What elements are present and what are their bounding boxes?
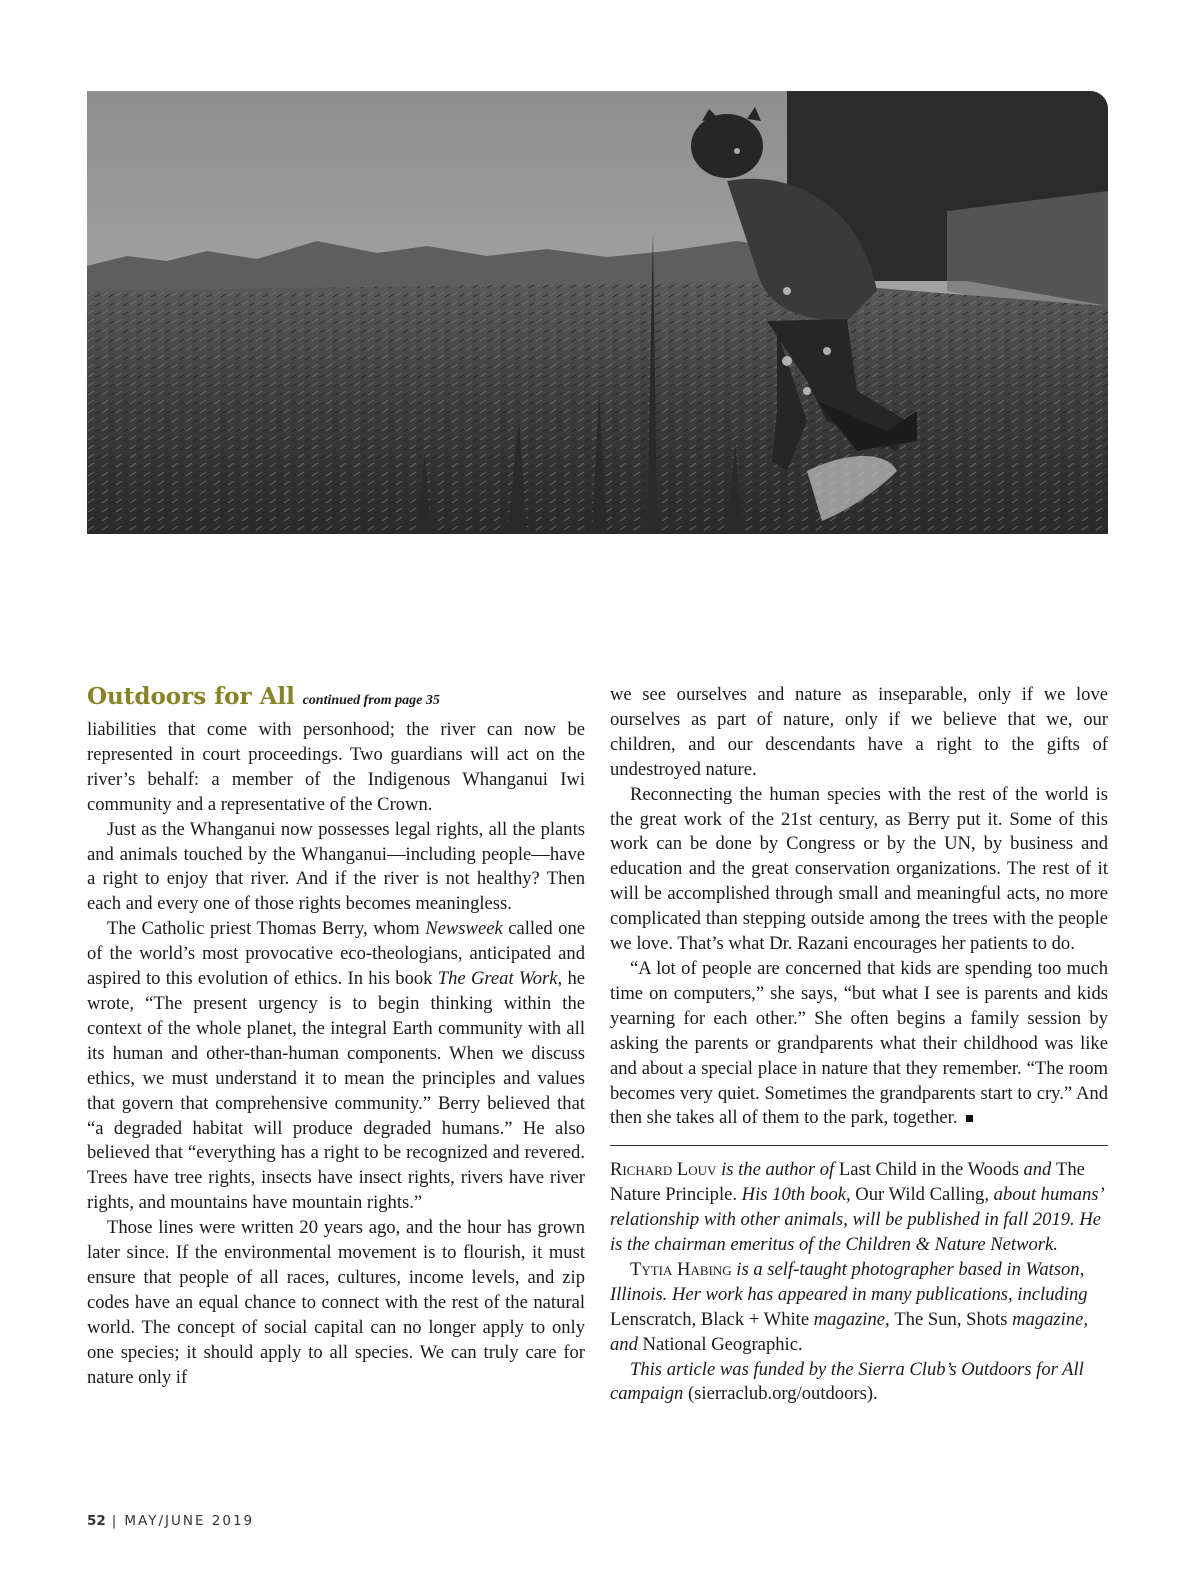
child-jumping-in-field-photo bbox=[87, 91, 1108, 534]
photographer-bio bbox=[610, 1258, 1108, 1358]
text-run: about humans’ relationship with other animals, will be published in fall 2019. He is the chairman emeritus of the Children & Nature Network. bbox=[610, 1184, 1103, 1256]
article-heading bbox=[87, 683, 585, 715]
bio-divider bbox=[610, 1145, 1108, 1146]
body-paragraph bbox=[610, 957, 1108, 1131]
text-run: (sierraclub.org/outdoors). bbox=[683, 1383, 878, 1405]
book-title: Our Wild Calling, bbox=[855, 1184, 990, 1206]
text-run: The Catholic priest Thomas Berry, whom bbox=[107, 918, 426, 940]
text-run: magazine, and bbox=[610, 1308, 1089, 1355]
footer-separator: | bbox=[111, 1513, 119, 1529]
continued-note: continued from page 35 bbox=[302, 693, 440, 708]
text-run: “A lot of people are concerned that kids are spending too much time on computers,” she says, “but what I see is parents and kids yearning for each other.” She often begins a family session by asking the parents or grandparents what their childhood was like and about a special place in nature that they remember. “The room becomes very quiet. Sometimes the grandparents start to cry.” And then she takes all of them to the park, together. bbox=[610, 957, 1108, 1129]
publication-title: Lenscratch, Black + White bbox=[610, 1308, 810, 1330]
text-run: called one of the world’s most provocative eco-theologians, anticipated and aspired to this evolution of ethics. In his book bbox=[87, 918, 586, 990]
text-run: he wrote, “The present urgency is to begin thinking within the context of the whole planet, the integral Earth community with all its human and other-than-human components. When we discuss ethics, we must understand it to mean the principles and values that govern that comprehensive community.” Berry believed that “a degraded habitat will produce degraded humans.” He also believed that “everything has a right to be recognized and revered. Trees have tree rights, insects have insect rights, rivers have river rights, and mountains have mountain rights.” bbox=[87, 968, 585, 1214]
end-mark-icon bbox=[966, 1115, 973, 1122]
text-run: This article was funded by the Sierra Club’s Outdoors for All campaign bbox=[610, 1358, 1084, 1405]
body-paragraph: Reconnecting the human species with the rest of the world is the great work of the 21st century, as Berry put it. Some of this work can be done by Congress or by the UN, by business and education and the great conservation organizations. The rest of it will be accomplished through small and meaningful acts, no more complicated than stepping outside among the trees with the people we love. That’s what Dr. Razani encourages her patients to do. bbox=[610, 783, 1108, 955]
page-number: 52 bbox=[87, 1513, 106, 1529]
author-name: Richard Louv bbox=[610, 1159, 717, 1181]
publication-title: National Geographic. bbox=[642, 1333, 803, 1355]
body-paragraph: liabilities that come with personhood; the river can now be represented in court proceedings. Two guardians will act on the river’s behalf: a member of the Indigenous Whanganui Iwi community and a representative of the Crown. bbox=[87, 719, 585, 815]
book-title: The Great Work, bbox=[437, 968, 563, 990]
publication-title: The Sun, Shots bbox=[894, 1308, 1008, 1330]
photographer-name: Tytia Habing bbox=[630, 1258, 732, 1280]
book-title: Last Child in the Woods bbox=[838, 1159, 1019, 1181]
body-paragraph bbox=[87, 917, 585, 1216]
section-title: Outdoors for All bbox=[87, 683, 295, 710]
text-run: is the author of bbox=[716, 1159, 839, 1181]
text-run: is a self-taught photographer based in Watson, Illinois. Her work has appeared in many publications, including bbox=[610, 1258, 1088, 1305]
text-run: and bbox=[1018, 1159, 1056, 1181]
body-paragraph: Those lines were written 20 years ago, and the hour has grown later since. If the environmental movement is to flourish, it must ensure that people of all races, cultures, income levels, and zip codes have an equal chance to connect with the rest of the natural world. The concept of social capital can no longer apply to only one species; it should apply to all species. We can truly care for nature only if bbox=[87, 1217, 585, 1388]
issue-date: MAY/JUNE 2019 bbox=[124, 1513, 255, 1529]
author-bio bbox=[610, 1158, 1108, 1258]
text-run: His 10th book, bbox=[737, 1184, 856, 1206]
funding-note bbox=[610, 1358, 1108, 1408]
body-paragraph: we see ourselves and nature as inseparable, only if we love ourselves as part of nature, only if we believe that we, our children, and our descendants have a right to the gifts of undestroyed nature. bbox=[610, 684, 1108, 780]
right-column bbox=[610, 683, 1108, 1407]
author-bios bbox=[610, 1158, 1108, 1407]
left-column bbox=[87, 683, 585, 1390]
publication-title: Newsweek bbox=[425, 918, 503, 940]
body-paragraph: Just as the Whanganui now possesses legal rights, all the plants and animals touched by the Whanganui—including people—have a right to enjoy that river. And if the river is not healthy? Then each and every one of those rights becomes meaningless. bbox=[87, 818, 585, 915]
book-title: The Nature Principle. bbox=[610, 1159, 1085, 1206]
page-footer bbox=[87, 1513, 254, 1529]
text-run: magazine, bbox=[809, 1308, 895, 1330]
article-photo bbox=[87, 91, 1108, 534]
